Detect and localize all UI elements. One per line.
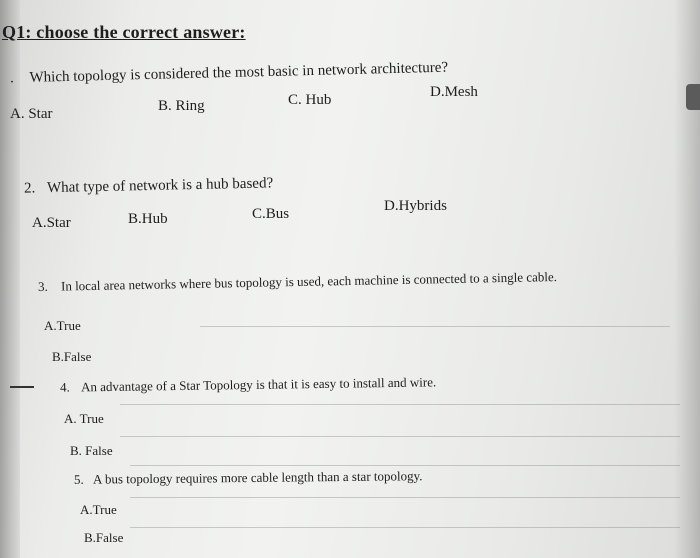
q2-option-c: C.Bus [252,206,290,222]
question-3-number: 3. [37,278,48,294]
ruled-line [200,326,670,327]
question-2-text: What type of network is a hub based? [46,175,274,197]
ruled-line [130,497,680,498]
question-1 [10,60,448,88]
q3-option-b: B.False [52,349,92,364]
ruled-line [130,527,680,528]
question-1-text: Which topology is considered the most basic in network architecture? [29,59,449,86]
q5-option-a: A.True [80,502,117,517]
question-4-number: 4. [59,379,70,395]
question-3 [38,269,557,295]
question-5-number: 5. [73,471,84,487]
q1-option-b: B. Ring [158,98,205,114]
question-1-number: . [9,70,14,87]
question-3-text: In local area networks where bus topology is used, each machine is connected to a single cable. [60,269,558,294]
q3-option-a: A.True [44,318,81,333]
question-4-text: An advantage of a Star Topology is that it is easy to install and wire. [80,374,437,395]
q1-option-a: A. Star [10,106,53,122]
question-2 [24,175,273,197]
q4-option-a: A. True [64,411,104,426]
ruled-line [130,465,680,466]
q2-option-d: D.Hybrids [384,198,447,214]
margin-dash [10,386,34,388]
q1-option-c: C. Hub [288,92,332,108]
q4-option-b: B. False [70,443,113,458]
q1-option-d: D.Mesh [430,84,478,100]
binder-clip [686,84,700,110]
q2-option-b: B.Hub [128,211,168,227]
ruled-line [120,404,680,405]
section-title: Q1: choose the correct answer: [2,22,246,42]
ruled-line [120,436,680,437]
question-5-text: A bus topology requires more cable length than a star topology. [92,468,423,487]
question-5 [74,468,423,488]
q5-option-b: B.False [84,530,124,545]
q2-option-a: A.Star [32,215,71,231]
question-4 [60,374,436,395]
question-2-number: 2. [23,180,36,197]
